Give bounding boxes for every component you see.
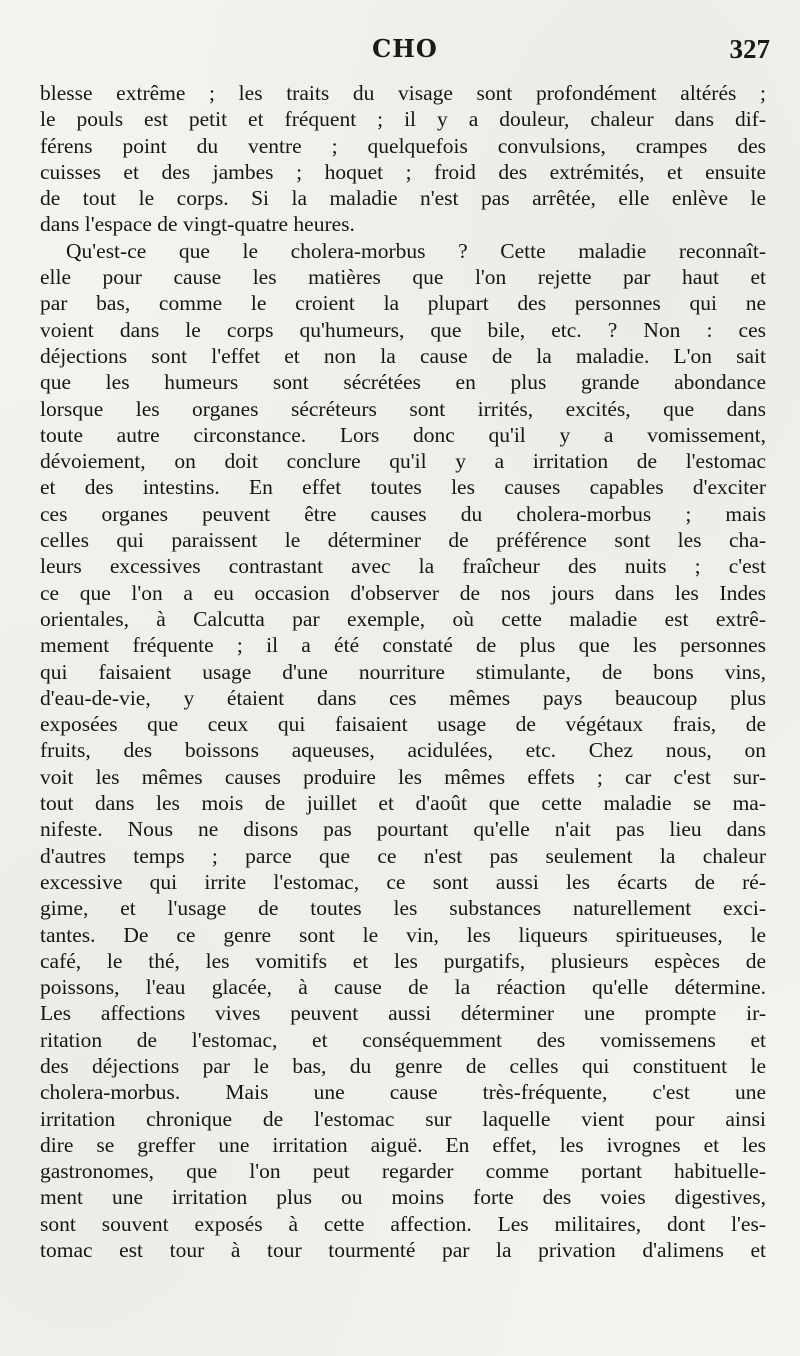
page-header <box>40 34 770 68</box>
text-line: elle pour cause les matières que l'on rejette par haut et <box>40 265 766 290</box>
text-line: tout dans les mois de juillet et d'août que cette maladie se ma- <box>40 791 766 816</box>
text-line: lorsque les organes sécréteurs sont irrités, excités, que dans <box>40 396 766 421</box>
text-line: gime, et l'usage de toutes les substances naturellement exci- <box>40 896 766 921</box>
text-line: cholera-morbus. Mais une cause très-fréquente, c'est une <box>40 1080 766 1105</box>
text-line: tantes. De ce genre sont le vin, les liqueurs spiritueuses, le <box>40 922 766 947</box>
text-line: dévoiement, on doit conclure qu'il y a irritation de l'estomac <box>40 449 766 474</box>
text-line: nifeste. Nous ne disons pas pourtant qu'elle n'ait pas lieu dans <box>40 817 766 842</box>
text-line: déjections sont l'effet et non la cause de la maladie. L'on sait <box>40 343 766 368</box>
text-line: celles qui paraissent le déterminer de préférence sont les cha- <box>40 528 766 553</box>
running-head: CHO <box>372 34 438 63</box>
text-line: ces organes peuvent être causes du cholera-morbus ; mais <box>40 501 766 526</box>
text-line: ritation de l'estomac, et conséquemment des vomissemens et <box>40 1027 766 1052</box>
text-line: dans l'espace de vingt-quatre heures. <box>40 212 355 237</box>
text-line: qui faisaient usage d'une nourriture stimulante, de bons vins, <box>40 659 766 684</box>
text-line: fruits, des boissons aqueuses, acidulées, etc. Chez nous, on <box>40 738 766 763</box>
text-line: dire se greffer une irritation aiguë. En effet, les ivrognes et les <box>40 1132 766 1157</box>
text-line: de tout le corps. Si la maladie n'est pas arrêtée, elle enlève le <box>40 186 766 211</box>
text-line: voit les mêmes causes produire les mêmes effets ; car c'est sur- <box>40 764 766 789</box>
text-line: d'eau-de-vie, y étaient dans ces mêmes pays beaucoup plus <box>40 685 766 710</box>
text-line: et des intestins. En effet toutes les causes capables d'exciter <box>40 475 766 500</box>
text-line: tomac est tour à tour tourmenté par la privation d'alimens et <box>40 1238 766 1263</box>
text-line: d'autres temps ; parce que ce n'est pas seulement la chaleur <box>40 843 766 868</box>
text-line: leurs excessives contrastant avec la fraîcheur des nuits ; c'est <box>40 554 766 579</box>
body-text <box>40 80 766 1263</box>
text-line: des déjections par le bas, du genre de celles qui constituent le <box>40 1053 766 1078</box>
text-line: mement fréquente ; il a été constaté de plus que les personnes <box>40 633 766 658</box>
text-line: que les humeurs sont sécrétées en plus grande abondance <box>40 370 766 395</box>
text-line: exposées que ceux qui faisaient usage de végétaux frais, de <box>40 712 766 737</box>
text-line: par bas, comme le croient la plupart des personnes qui ne <box>40 291 766 316</box>
page-number: 327 <box>729 34 770 64</box>
text-line: irritation chronique de l'estomac sur laquelle vient pour ainsi <box>40 1106 766 1131</box>
text-line: cuisses et des jambes ; hoquet ; froid des extrémités, et ensuite <box>40 159 766 184</box>
text-line: gastronomes, que l'on peut regarder comme portant habituelle- <box>40 1159 766 1184</box>
text-line: excessive qui irrite l'estomac, ce sont aussi les écarts de ré- <box>40 869 766 894</box>
text-line: toute autre circonstance. Lors donc qu'il y a vomissement, <box>40 422 766 447</box>
text-line: ment une irritation plus ou moins forte des voies digestives, <box>40 1185 766 1210</box>
text-line: voient dans le corps qu'humeurs, que bile, etc. ? Non : ces <box>40 317 766 342</box>
text-line: blesse extrême ; les traits du visage sont profondément altérés ; <box>40 81 766 105</box>
text-line: sont souvent exposés à cette affection. Les militaires, dont l'es- <box>40 1211 766 1236</box>
text-line: café, le thé, les vomitifs et les purgatifs, plusieurs espèces de <box>40 948 766 973</box>
text-line: férens point du ventre ; quelquefois convulsions, crampes des <box>40 133 766 158</box>
text-line: orientales, à Calcutta par exemple, où cette maladie est extrê- <box>40 606 766 631</box>
text-line: Qu'est-ce que le cholera-morbus ? Cette maladie reconnaît- <box>66 238 766 263</box>
text-line: Les affections vives peuvent aussi déterminer une prompte ir- <box>40 1001 766 1026</box>
text-line: poissons, l'eau glacée, à cause de la réaction qu'elle détermine. <box>40 975 766 1000</box>
text-line: ce que l'on a eu occasion d'observer de nos jours dans les Indes <box>40 580 766 605</box>
text-line: le pouls est petit et fréquent ; il y a douleur, chaleur dans dif- <box>40 107 766 132</box>
